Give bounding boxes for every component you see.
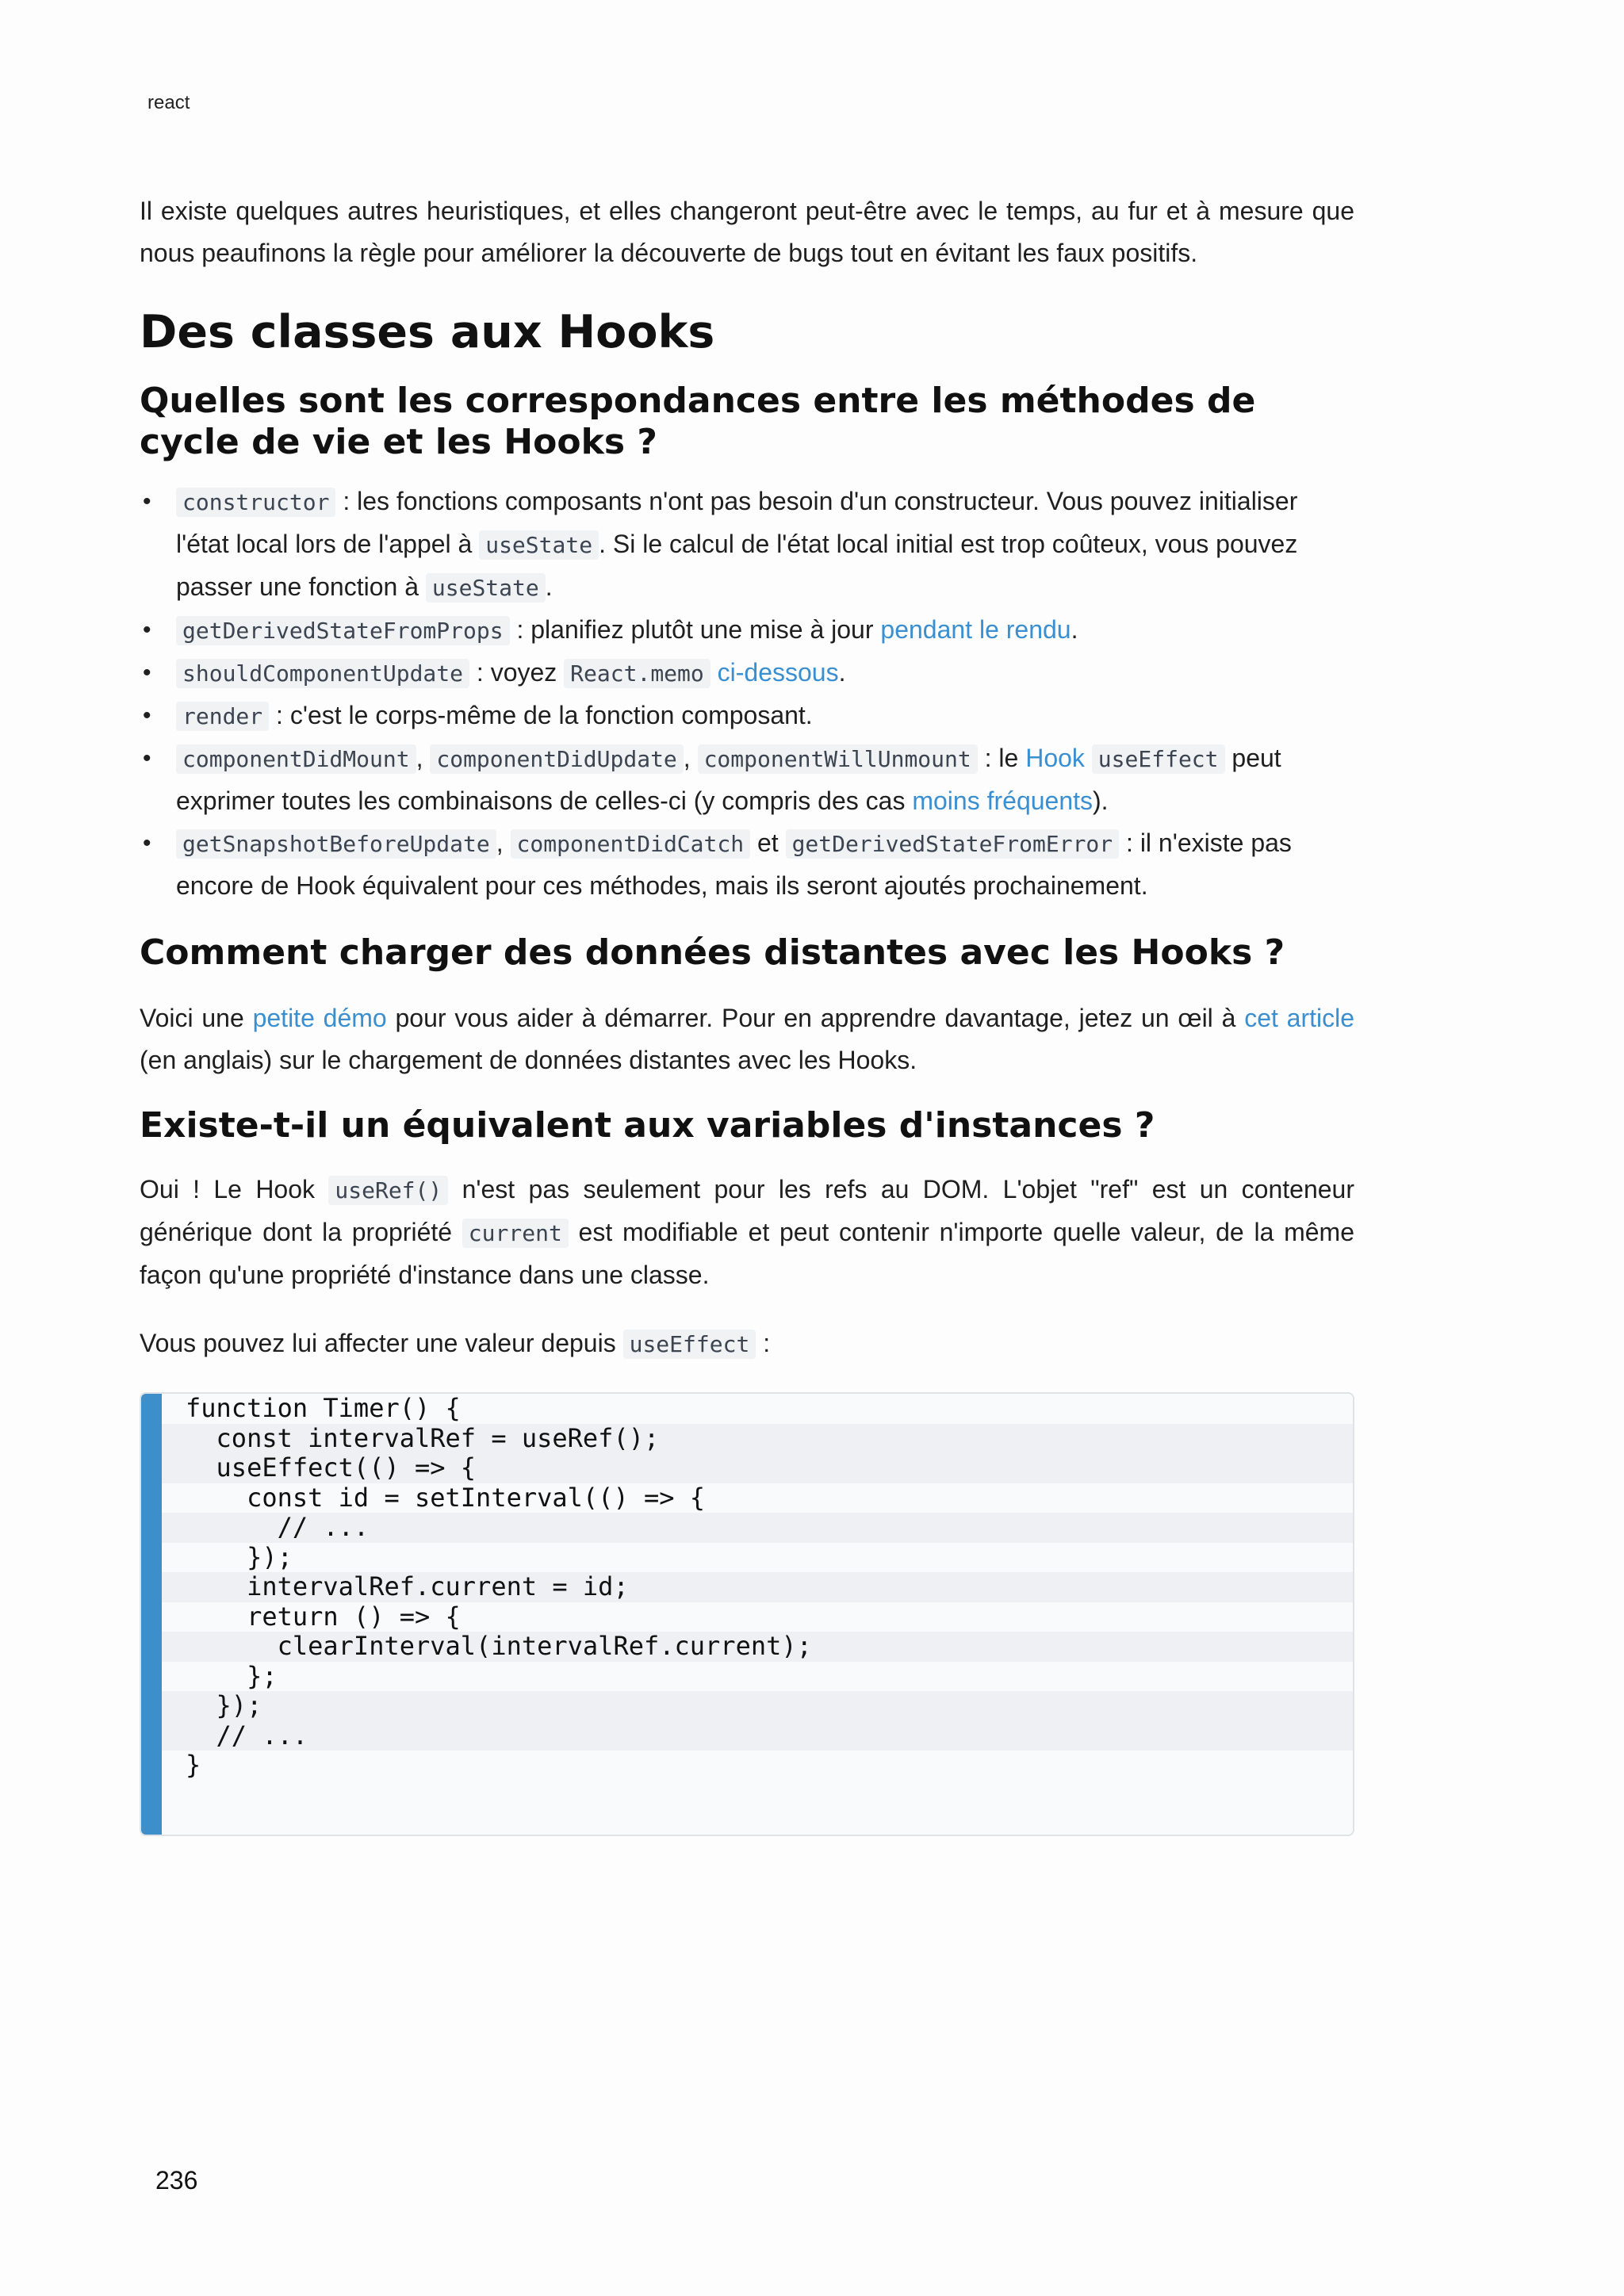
paragraph-text: :: [756, 1329, 771, 1357]
list-text: .: [838, 658, 846, 687]
list-text: ,: [683, 744, 698, 772]
list-text: ,: [416, 744, 431, 772]
code-line: });: [186, 1541, 293, 1572]
instances-paragraph: [140, 1169, 1354, 1296]
link-this-article[interactable]: cet article: [1244, 1004, 1355, 1032]
list-item: [140, 822, 1354, 907]
list-text: ).: [1093, 786, 1109, 815]
inline-code: shouldComponentUpdate: [176, 659, 469, 688]
instances-heading: Existe-t-il un équivalent aux variables d'instances ?: [140, 1105, 1155, 1146]
page-content: [140, 190, 1354, 1836]
list-text: peut exprimer toutes les combinaisons de celles-ci (y compris des cas: [176, 744, 1281, 815]
code-line: const intervalRef = useRef();: [162, 1424, 1353, 1454]
inline-code: current: [462, 1219, 569, 1248]
code-line: // ...: [162, 1721, 1353, 1751]
list-item: [140, 609, 1354, 652]
paragraph-text: Vous pouvez lui affecter une valeur depuis: [140, 1329, 623, 1357]
link-below[interactable]: ci-dessous: [717, 658, 839, 687]
list-text: : planifiez plutôt une mise à jour: [509, 615, 881, 644]
code-line: function Timer() {: [186, 1393, 461, 1423]
code-line: intervalRef.current = id;: [162, 1572, 1353, 1602]
code-listing: [186, 1394, 1353, 1781]
list-item: [140, 480, 1354, 609]
link-during-render[interactable]: pendant le rendu: [880, 615, 1071, 644]
inline-code: constructor: [176, 488, 335, 517]
list-item: [140, 652, 1354, 695]
inline-code: getSnapshotBeforeUpdate: [176, 829, 496, 859]
inline-code: render: [176, 702, 269, 731]
inline-code: componentDidMount: [176, 744, 416, 774]
link-less-frequent[interactable]: moins fréquents: [912, 786, 1094, 815]
page-number: 236: [155, 2166, 198, 2195]
inline-code: useEffect: [1092, 744, 1225, 774]
list-item: [140, 737, 1354, 822]
list-text: . Si le calcul de l'état local initial est trop coûteux, vous pouvez passer une fonction à: [176, 530, 1298, 601]
list-text: : c'est le corps-même de la fonction composant.: [269, 701, 813, 729]
paragraph-text: Oui ! Le Hook: [140, 1175, 329, 1203]
running-title: react: [147, 92, 190, 113]
list-text: : il n'existe pas encore de Hook équivalent pour ces méthodes, mais ils seront ajoutés prochainement.: [176, 828, 1292, 900]
code-line: useEffect(() => {: [162, 1453, 1353, 1483]
paragraph-text: est modifiable et peut contenir n'importe quelle valeur, de la même façon qu'une propriété d'instance dans une classe.: [140, 1218, 1355, 1289]
list-item: [140, 695, 1354, 737]
inline-code: getDerivedStateFromProps: [176, 616, 510, 645]
list-text: .: [545, 572, 553, 601]
inline-code: useState: [426, 573, 546, 603]
code-block: [140, 1392, 1354, 1836]
code-block-accent: [141, 1394, 162, 1835]
inline-code: React.memo: [564, 659, 710, 688]
bullet-icon: •: [143, 617, 151, 643]
assign-paragraph: [140, 1322, 1354, 1365]
section-title: Des classes aux Hooks: [140, 306, 715, 358]
bullet-icon: •: [143, 702, 151, 729]
fetching-heading: Comment charger des données distantes avec les Hooks ?: [140, 932, 1285, 973]
lifecycle-heading: Quelles sont les correspondances entre les méthodes de cycle de vie et les Hooks ?: [140, 381, 1256, 462]
paragraph-text: pour vous aider à démarrer. Pour en apprendre davantage, jetez un œil à: [386, 1004, 1245, 1032]
code-line: }: [186, 1750, 201, 1780]
list-text: : voyez: [469, 658, 565, 687]
code-line: return () => {: [186, 1601, 461, 1632]
inline-code: getDerivedStateFromError: [786, 829, 1120, 859]
paragraph-text: n'est pas seulement pour les refs au DOM. L'objet "ref" est un conteneur générique dont la propriété: [140, 1175, 1355, 1246]
code-line: });: [162, 1691, 1353, 1721]
code-line: };: [186, 1660, 278, 1691]
list-text: : les fonctions composants n'ont pas besoin d'un constructeur. Vous pouvez initialiser l'état local lors de l'appel à: [176, 487, 1298, 558]
inline-code: componentDidUpdate: [430, 744, 683, 774]
inline-code: componentWillUnmount: [698, 744, 978, 774]
inline-code: componentDidCatch: [511, 829, 751, 859]
inline-code: useState: [479, 530, 599, 560]
fetching-paragraph: [140, 997, 1354, 1081]
paragraph-text: Voici une: [140, 1004, 253, 1032]
bullet-icon: •: [143, 745, 151, 771]
code-line: clearInterval(intervalRef.current);: [162, 1632, 1353, 1662]
bullet-icon: •: [143, 830, 151, 856]
bullet-icon: •: [143, 488, 151, 515]
list-text: et: [750, 828, 786, 857]
link-hook[interactable]: Hook: [1025, 744, 1085, 772]
intro-paragraph: Il existe quelques autres heuristiques, et elles changeront peut-être avec le temps, au fur et à mesure que nous peaufinons la règle pour améliorer la découverte de bugs tout en évitant les faux positifs.: [140, 197, 1354, 267]
paragraph-text: (en anglais) sur le chargement de données distantes avec les Hooks.: [140, 1046, 917, 1074]
bullet-icon: •: [143, 660, 151, 686]
lifecycle-list: [140, 480, 1354, 907]
list-text: .: [1071, 615, 1078, 644]
list-text: : le: [977, 744, 1026, 772]
list-text: ,: [496, 828, 511, 857]
inline-code: useEffect: [623, 1330, 756, 1359]
list-text: [1085, 744, 1092, 772]
list-text: [710, 658, 718, 687]
link-small-demo[interactable]: petite démo: [252, 1004, 387, 1032]
inline-code: useRef(): [328, 1176, 448, 1205]
code-line: // ...: [162, 1513, 1353, 1543]
code-line: const id = setInterval(() => {: [186, 1482, 706, 1513]
